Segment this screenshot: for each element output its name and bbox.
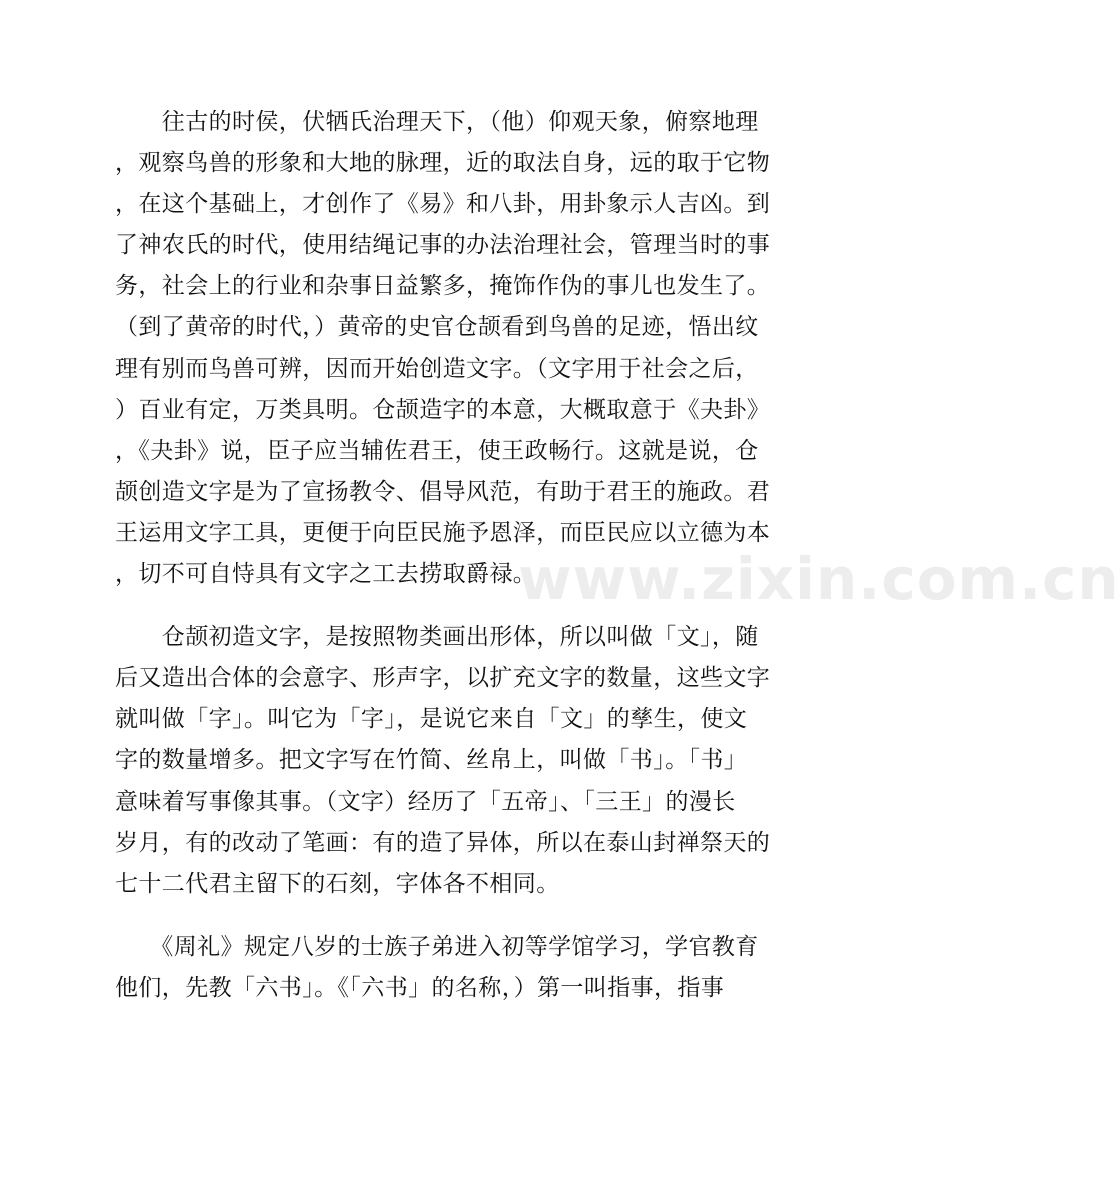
text-line: 字的数量增多。把文字写在竹简、丝帛上，叫做「书」。「书」 [115, 747, 748, 774]
text-line: （到了黄帝的时代，）黄帝的史官仓颉看到鸟兽的足迹，悟出纹 [115, 314, 759, 341]
text-line: ，《夬卦》说，臣子应当辅佐君王，使王政畅行。这就是说，仓 [115, 437, 759, 464]
paragraph-3 [115, 927, 815, 1009]
text-line: 意味着写事像其事。（文字）经历了「五帝」、「三王」的漫长 [115, 788, 736, 815]
text-line: ，观察鸟兽的形象和大地的脉理，近的取法自身，远的取于它物 [115, 150, 771, 177]
text-line: 务，社会上的行业和杂事日益繁多，掩饰作伪的事儿也发生了。 [115, 273, 771, 300]
text-line: 岁月，有的改动了笔画：有的造了异体，所以在泰山封禅祭天的 [115, 829, 771, 856]
watermark: www.zixin.com.cn [518, 545, 1120, 613]
text-line: 王运用文字工具，更便于向臣民施予恩泽，而臣民应以立德为本 [115, 519, 771, 546]
text-line: 理有别而鸟兽可辨，因而开始创造文字。（文字用于社会之后， [115, 355, 759, 382]
text-line: 《周礼》规定八岁的士族子弟进入初等学馆学习，学官教育 [115, 933, 759, 960]
body-text [115, 102, 815, 1009]
text-line: ）百业有定，万类具明。仓颉造字的本意，大概取意于《夬卦》 [115, 396, 771, 423]
text-line: 颉创造文字是为了宣扬教令、倡导风范，有助于君王的施政。君 [115, 478, 771, 505]
text-line: 七十二代君主留下的石刻，字体各不相同。 [115, 870, 560, 897]
text-line: 他们，先教「六书」。《「六书」的名称，）第一叫指事，指事 [115, 974, 725, 1001]
text-line: 往古的时侯，伏牺氏治理天下，（他）仰观天象，俯察地理 [115, 109, 759, 135]
paragraph-2 [115, 617, 815, 905]
text-line: ，在这个基础上，才创作了《易》和八卦，用卦象示人吉凶。到 [115, 191, 771, 218]
paragraph-gap [115, 905, 815, 927]
text-line: ，切不可自恃具有文字之工去捞取爵禄。 [115, 561, 537, 588]
text-line: 仓颉初造文字，是按照物类画出形体，所以叫做「文」，随 [115, 624, 759, 651]
text-line: 后又造出合体的会意字、形声字，以扩充文字的数量，这些文字 [115, 665, 771, 692]
paragraph-gap [115, 595, 815, 617]
paragraph-1 [115, 102, 815, 595]
text-line: 了神农氏的时代，使用结绳记事的办法治理社会，管理当时的事 [115, 232, 771, 259]
text-line: 就叫做「字」。叫它为「字」，是说它来自「文」的孳生，使文 [115, 706, 748, 733]
